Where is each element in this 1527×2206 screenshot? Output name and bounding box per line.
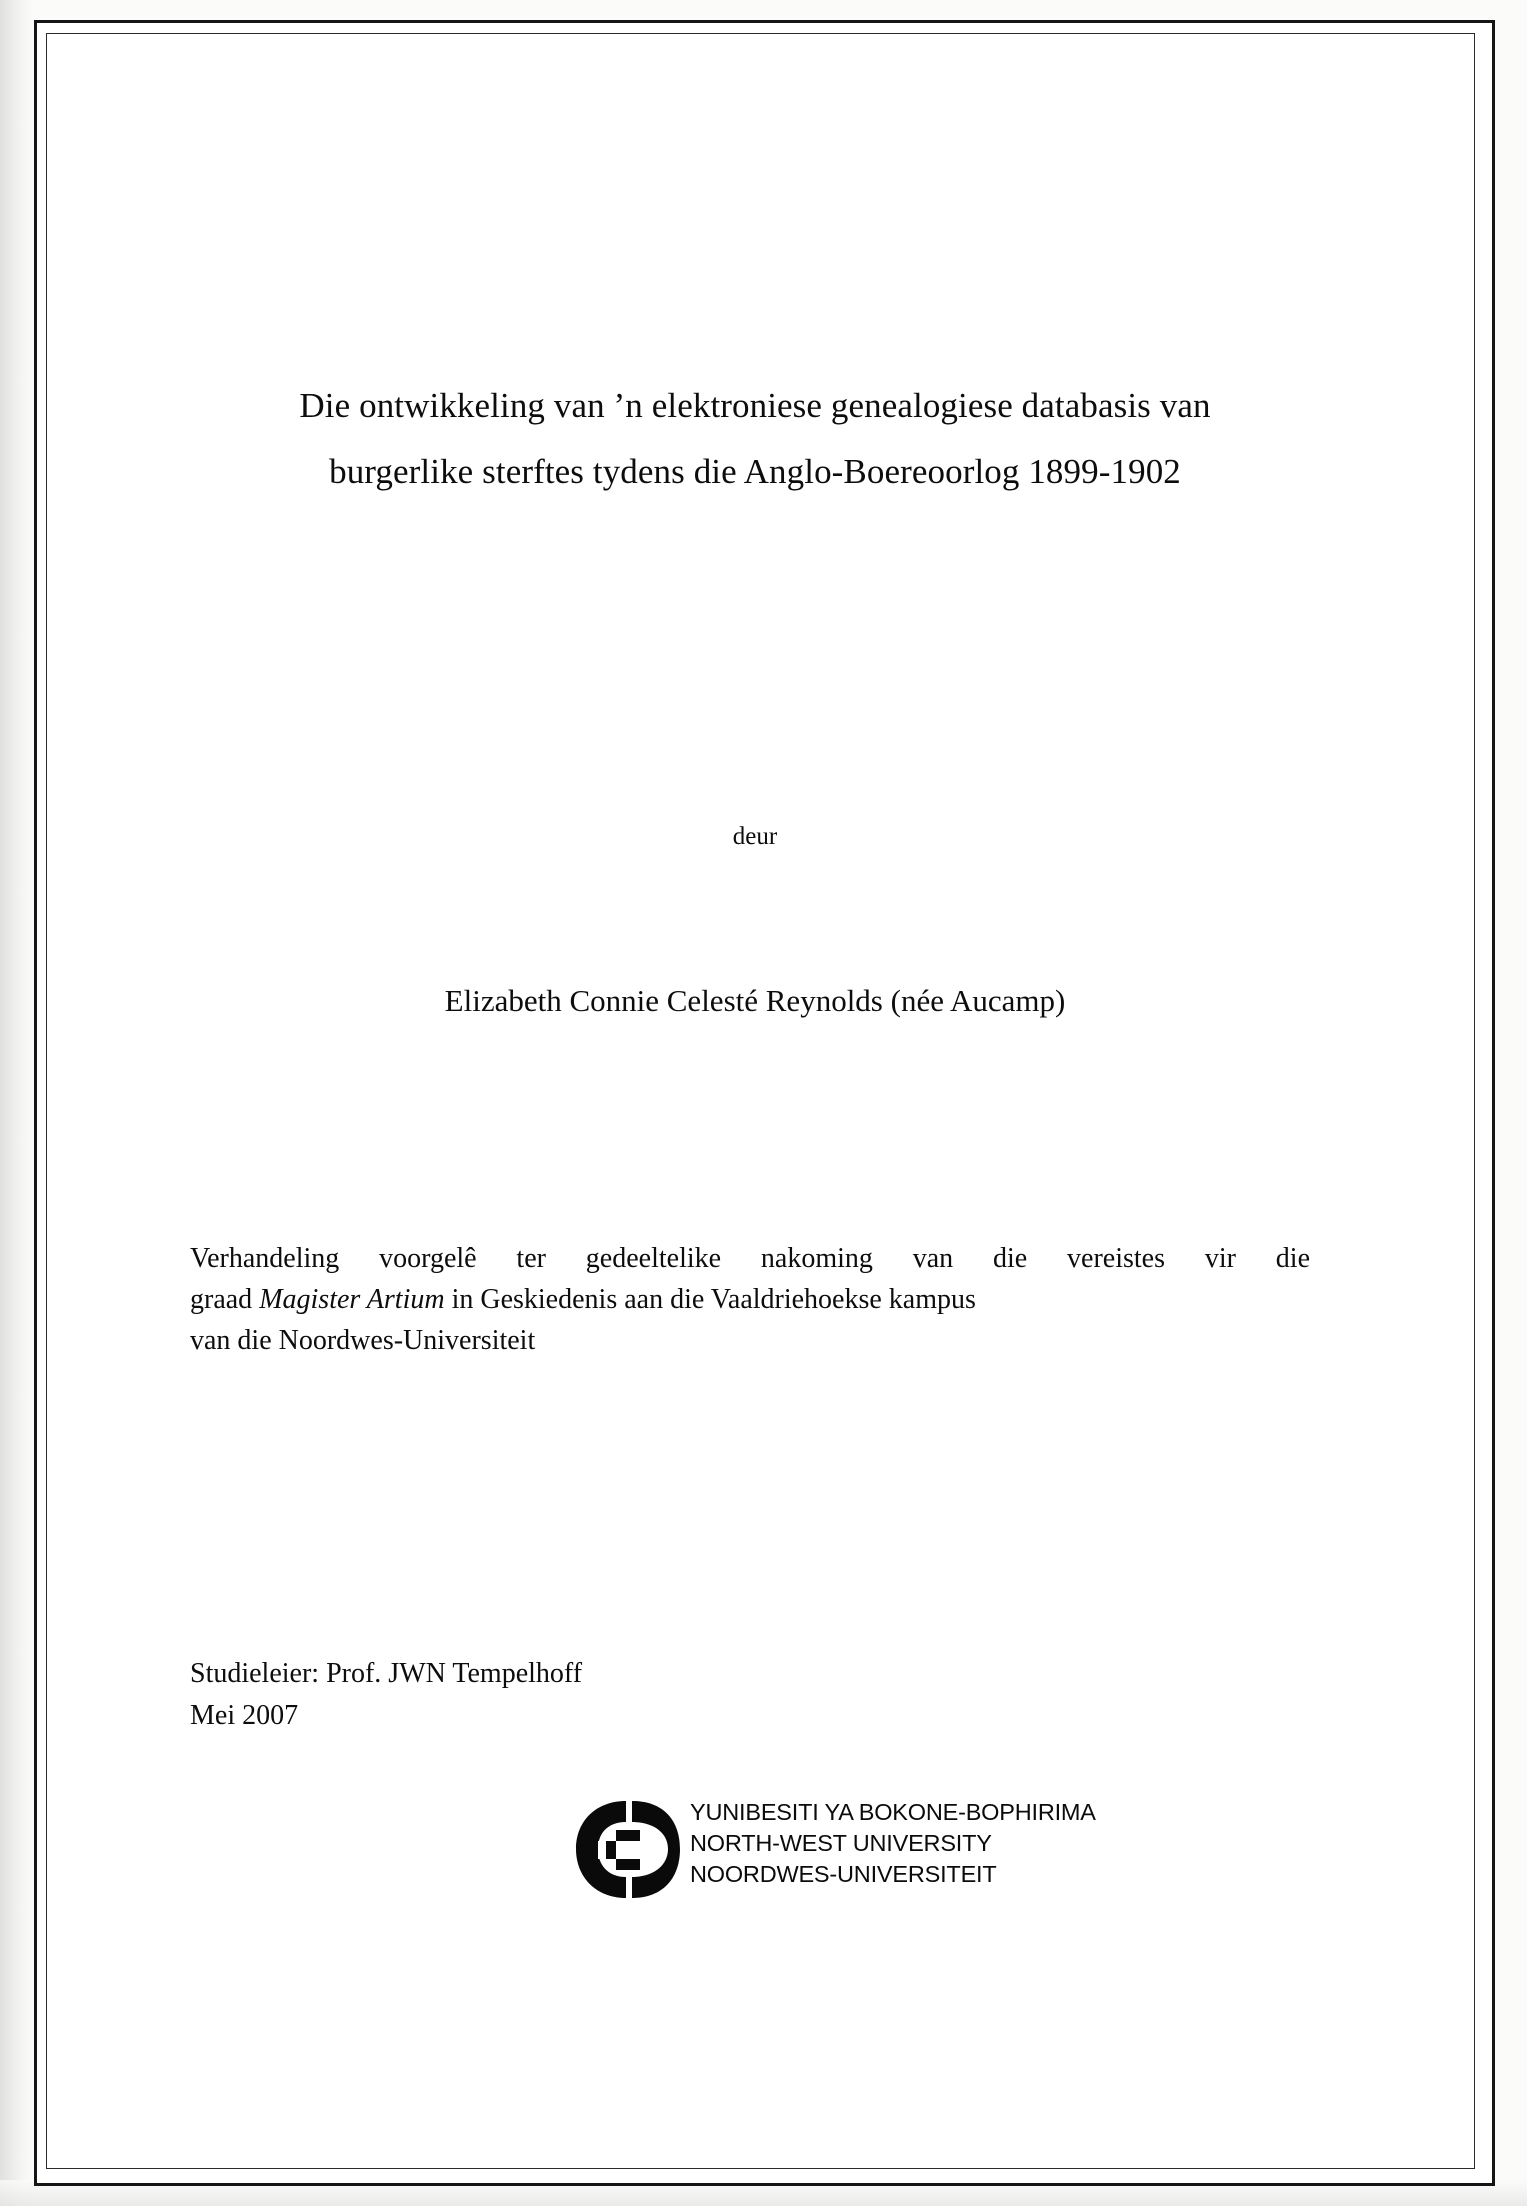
degree-statement-line-1: Verhandeling voorgelê ter gedeeltelike nakoming van die vereistes vir die xyxy=(190,1243,1310,1274)
degree-statement xyxy=(190,1238,1310,1361)
university-logo-text xyxy=(690,1797,1096,1890)
degree-statement-line-2-pre: graad xyxy=(190,1284,260,1315)
university-logo xyxy=(570,1793,1210,1923)
supervisor-line: Studieleier: Prof. JWN Tempelhoff xyxy=(190,1658,583,1689)
title-line-1: Die ontwikkeling van ’n elektroniese genealogiese databasis van xyxy=(299,386,1211,425)
by-label: deur xyxy=(732,823,778,850)
degree-name: Magister Artium xyxy=(259,1284,445,1315)
title-page-content xyxy=(150,33,1350,2167)
author-name: Elizabeth Connie Celesté Reynolds (née Aucamp) xyxy=(444,983,1066,1018)
logo-line-1: YUNIBESITI YA BOKONE-BOPHIRIMA xyxy=(690,1799,1096,1825)
nwu-logo-icon xyxy=(570,1797,680,1902)
supervisor-block xyxy=(190,1653,1090,1737)
title-line-2: burgerlike sterftes tydens die Anglo-Boereoorlog 1899-1902 xyxy=(329,452,1181,491)
degree-statement-line-3: van die Noordwes-Universiteit xyxy=(190,1325,536,1356)
degree-statement-line-2-post: in Geskiedenis aan die Vaaldriehoekse kampus xyxy=(444,1284,976,1315)
degree-statement-line-2 xyxy=(190,1279,1310,1320)
logo-line-2: NORTH-WEST UNIVERSITY xyxy=(690,1830,992,1856)
logo-line-3: NOORDWES-UNIVERSITEIT xyxy=(690,1861,997,1887)
date-line: Mei 2007 xyxy=(190,1700,299,1731)
scan-edge-left xyxy=(0,0,34,2206)
page-title xyxy=(185,373,1325,505)
